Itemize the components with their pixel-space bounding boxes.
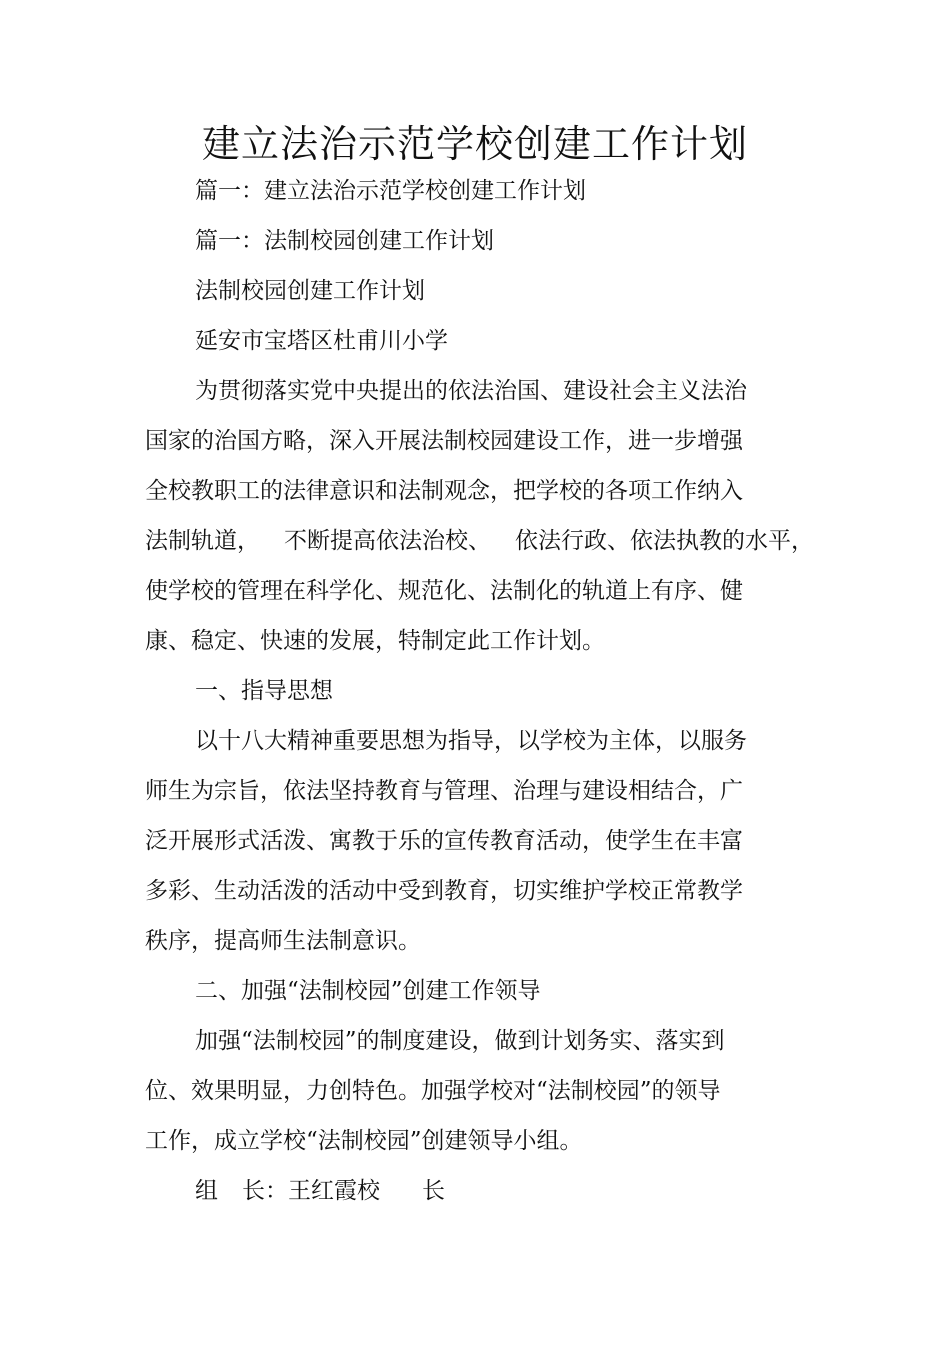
section-line: 位、效果明显，力创特色。加强学校对“法制校园”的领导	[145, 1078, 721, 1104]
section-line: 秩序，提高师生法制意识。	[145, 928, 421, 954]
intro-line: 使学校的管理在科学化、规范化、法制化的轨道上有序、健	[145, 578, 743, 604]
section-line: 泛开展形式活泼、寓教于乐的宣传教育活动，使学生在丰富	[145, 828, 743, 854]
intro-line: 全校教职工的法律意识和法制观念，把学校的各项工作纳入	[145, 478, 743, 504]
section-line: 师生为宗旨，依法坚持教育与管理、治理与建设相结合，广	[145, 778, 743, 804]
section-heading: 二、加强“法制校园”创建工作领导	[195, 978, 541, 1004]
heading-2: 篇一：法制校园创建工作计划	[195, 228, 494, 254]
section-line: 工作，成立学校“法制校园”创建领导小组。	[145, 1128, 583, 1154]
section-line: 以十八大精神重要思想为指导，以学校为主体，以服务	[195, 728, 747, 754]
heading-1: 篇一：建立法治示范学校创建工作计划	[195, 178, 586, 204]
section-heading: 一、指导思想	[195, 678, 333, 704]
intro-line: 为贯彻落实党中央提出的依法治国、建设社会主义法治	[195, 378, 747, 404]
intro-line-part: 不断提高依法治校、	[284, 528, 491, 554]
intro-line-part: 法制轨道，	[145, 528, 260, 554]
section-line: 多彩、生动活泼的活动中受到教育，切实维护学校正常教学	[145, 878, 743, 904]
subtitle: 法制校园创建工作计划	[195, 278, 425, 304]
intro-line: 康、稳定、快速的发展，特制定此工作计划。	[145, 628, 605, 654]
section-line: 加强“法制校园”的制度建设，做到计划务实、落实到	[195, 1028, 725, 1054]
document-title: 建立法治示范学校创建工作计划	[201, 122, 748, 166]
leader-role-part: 长	[422, 1178, 445, 1204]
school-name: 延安市宝塔区杜甫川小学	[195, 328, 448, 354]
leader-role-part: 长：王红霞校	[242, 1178, 380, 1204]
leader-line	[195, 1176, 445, 1206]
intro-line: 国家的治国方略，深入开展法制校园建设工作，进一步增强	[145, 428, 743, 454]
leader-role-part: 组	[195, 1178, 218, 1204]
intro-line	[145, 526, 814, 556]
intro-line-part: 依法行政、依法执教的水平，	[515, 528, 814, 554]
